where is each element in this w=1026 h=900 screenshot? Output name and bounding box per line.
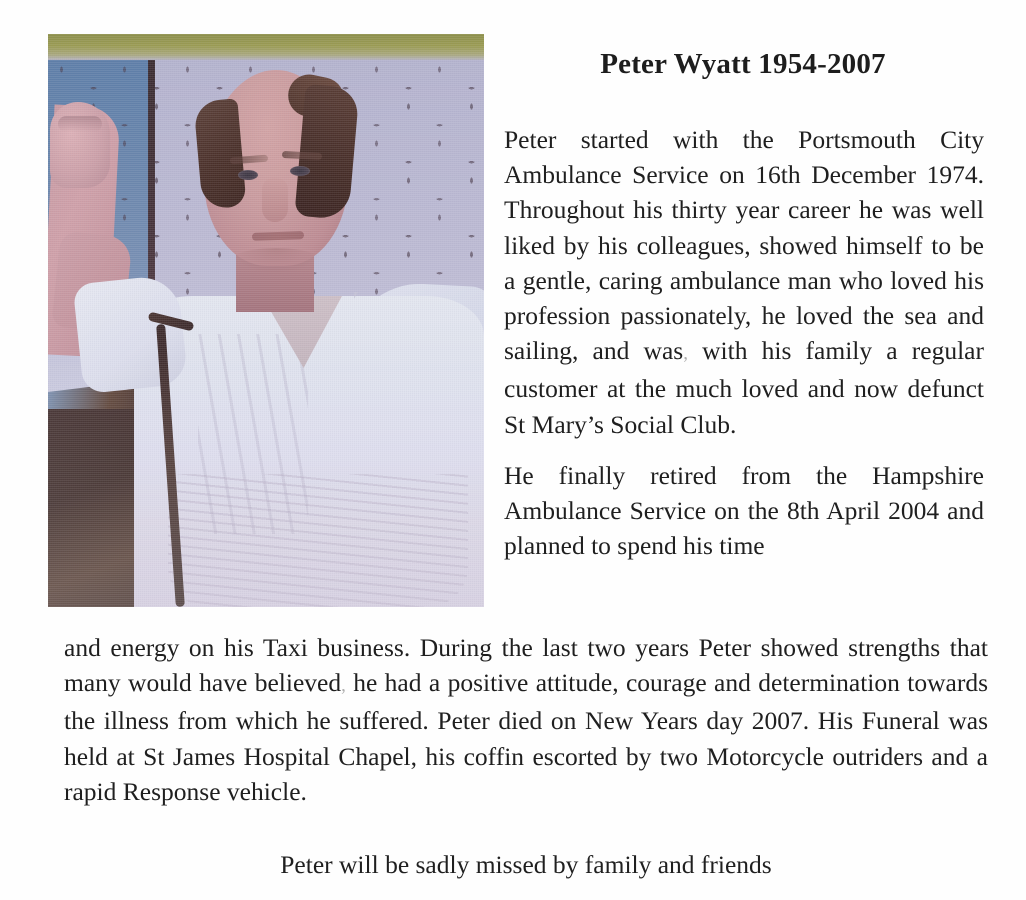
scan-grain-overlay (48, 34, 484, 607)
photo-content (48, 34, 484, 607)
text-column-right (504, 122, 984, 563)
text-full-width (64, 630, 988, 809)
paragraph-two-start: He finally retired from the Hampshire Ambulance Service on the 8th April 2004 and planned to spend his time (504, 460, 984, 561)
paragraph-one-continued: with his family a regular customer at the much loved and now defunct St Mary’s Social Club. (504, 336, 984, 439)
scan-artifact-mark-two: , (341, 675, 346, 697)
paragraph-one (504, 122, 984, 442)
scan-artifact-mark-one: , (683, 343, 688, 365)
paragraph-one-text: Peter started with the Portsmouth City Ambulance Service on 16th December 1974. Throughout his thirty year career he was well liked by his colleagues, showed himself to be a gentle, caring ambulance man who loved his profession passionately, he loved the sea and sailing, and was (504, 125, 984, 366)
closing-line: Peter will be sadly missed by family and friends (280, 850, 772, 879)
portrait-photograph (48, 34, 484, 607)
paragraph-two-text-b: he had a positive attitude, courage and determination towards the illness from which he suffered. Peter died on New Years day 2007. His Funeral was held at St James Hospital Chapel, his coffin escorted by two Motorcycle outriders and a rapid Response vehicle. (64, 668, 988, 806)
page-title: Peter Wyatt 1954-2007 (600, 48, 886, 80)
paragraph-two-text-a: and energy on his Taxi business. During the last two years Peter showed strengths that many would have believed (64, 633, 988, 698)
paragraph-two-continued (64, 630, 988, 809)
